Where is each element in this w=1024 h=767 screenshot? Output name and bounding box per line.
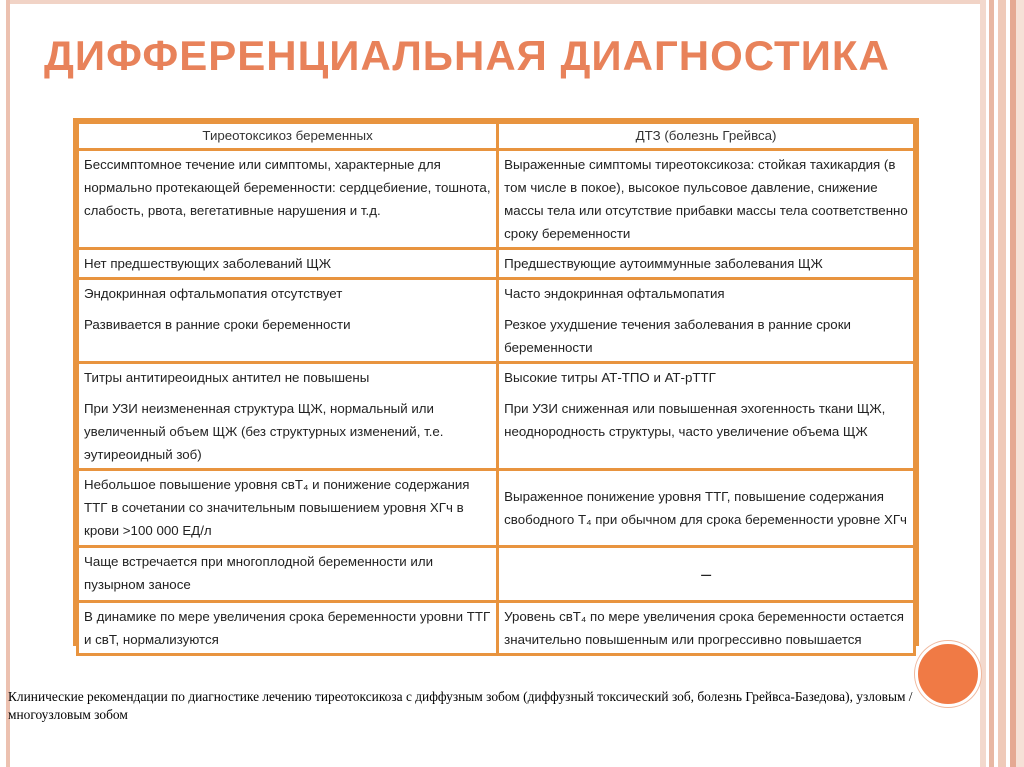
table-cell-right bbox=[499, 151, 913, 247]
cell-text: Высокие титры АТ-ТПО и АТ-рТТГ bbox=[504, 370, 716, 385]
table-cell-left bbox=[79, 548, 496, 600]
slide-frame-top bbox=[6, 0, 984, 4]
table-cell-right bbox=[499, 603, 913, 653]
cell-text: – bbox=[701, 563, 712, 584]
slide-frame-left bbox=[6, 0, 10, 767]
slide-title: ДИФФЕРЕНЦИАЛЬНАЯ ДИАГНОСТИКА bbox=[44, 32, 890, 79]
table-cell-left bbox=[79, 151, 496, 247]
cell-text: Нет предшествующих заболеваний ЩЖ bbox=[84, 256, 332, 271]
cell-text: Часто эндокринная офтальмопатия bbox=[504, 286, 725, 301]
table-cell-right bbox=[499, 280, 913, 361]
table-row bbox=[79, 548, 913, 600]
cell-text: При УЗИ неизмененная структура ЩЖ, нормальный или увеличенный объем ЩЖ (без структурных изменений, т.е. эутиреоидный зоб) bbox=[84, 401, 444, 462]
cell-text: Эндокринная офтальмопатия отсутствует bbox=[84, 286, 343, 301]
table-cell-right bbox=[499, 471, 913, 545]
table-cell-right bbox=[499, 250, 913, 277]
table-row bbox=[79, 364, 913, 468]
table-header-row bbox=[79, 124, 913, 148]
table-cell-left bbox=[79, 603, 496, 653]
cell-text: Титры антитиреоидных антител не повышены bbox=[84, 370, 370, 385]
table-cell-left bbox=[79, 250, 496, 277]
cell-text: Предшествующие аутоиммунные заболевания ЩЖ bbox=[504, 256, 823, 271]
table-row bbox=[79, 280, 913, 361]
cell-text: Уровень свТ₄ по мере увеличения срока беременности остается значительно повышенным или прогрессивно повышается bbox=[504, 609, 904, 647]
table-cell-left bbox=[79, 471, 496, 545]
cell-text: Развивается в ранние сроки беременности bbox=[84, 317, 351, 332]
cell-text: Бессимптомное течение или симптомы, характерные для нормально протекающей беременности: сердцебиение, тошнота, слабость, рвота, вегетативные нарушения и т.д. bbox=[84, 157, 491, 218]
table-row bbox=[79, 603, 913, 653]
table-row bbox=[79, 151, 913, 247]
table-cell-right bbox=[499, 548, 913, 600]
decorative-stripes bbox=[980, 0, 1024, 767]
comparison-table bbox=[73, 118, 919, 646]
table-row bbox=[79, 250, 913, 277]
cell-text: Выраженные симптомы тиреотоксикоза: стойкая тахикардия (в том числе в покое), высокое пульсовое давление, снижение массы тела или отсутствие прибавки массы тела соответственно сроку беременности bbox=[504, 157, 908, 241]
cell-text: Небольшое повышение уровня свТ₄ и понижение содержания ТТГ в сочетании со значительным повышением уровня ХГч в крови >100 000 ЕД/л bbox=[84, 477, 470, 538]
cell-text: Выраженное понижение уровня ТТГ, повышение содержания свободного Т₄ при обычном для срока беременности уровне ХГч bbox=[504, 489, 907, 527]
cell-text: В динамике по мере увеличения срока беременности уровни ТТГ и свТ, нормализуются bbox=[84, 609, 491, 647]
header-graves-disease: ДТЗ (болезнь Грейвса) bbox=[499, 124, 913, 148]
header-pregnancy-thyrotoxicosis: Тиреотоксикоз беременных bbox=[79, 124, 496, 148]
source-footnote: Клинические рекомендации по диагностике лечению тиреотоксикоза с диффузным зобом (диффузный токсический зоб, болезнь Грейвса-Базедова), узловым / многоузловым зобом bbox=[8, 689, 913, 722]
table-cell-right bbox=[499, 364, 913, 468]
cell-text: Резкое ухудшение течения заболевания в ранние сроки беременности bbox=[504, 317, 851, 355]
cell-text: Чаще встречается при многоплодной беременности или пузырном заносе bbox=[84, 554, 434, 592]
table-cell-left bbox=[79, 364, 496, 468]
cell-text: При УЗИ сниженная или повышенная эхогенность ткани ЩЖ, неоднородность структуры, часто увеличение объема ЩЖ bbox=[504, 401, 886, 439]
table-cell-left bbox=[79, 280, 496, 361]
table-row bbox=[79, 471, 913, 545]
